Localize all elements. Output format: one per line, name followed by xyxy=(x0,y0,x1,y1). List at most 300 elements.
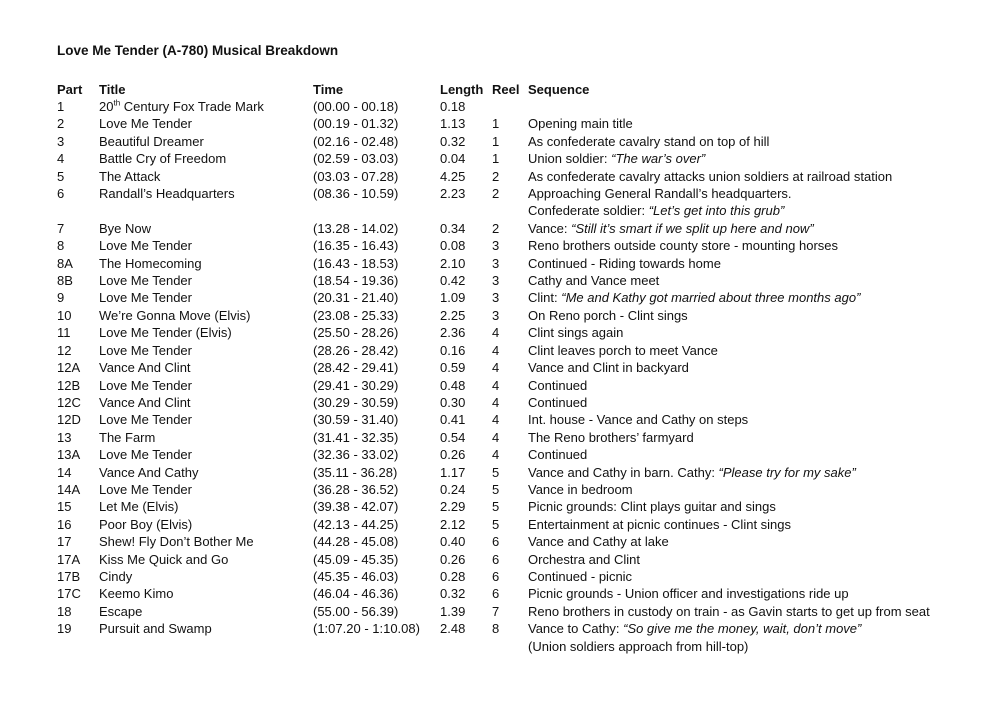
part-number: 17B xyxy=(57,568,81,584)
cell-reel xyxy=(492,115,528,132)
cue-reel: 4 xyxy=(492,447,500,463)
cell-part xyxy=(57,377,99,394)
cue-title: Love Me Tender xyxy=(99,290,192,306)
cell-sequence xyxy=(528,202,987,219)
cell-part xyxy=(57,342,99,359)
cell-sequence xyxy=(528,377,987,394)
cue-title: Battle Cry of Freedom xyxy=(99,151,227,167)
cue-time: (29.41 - 30.29) xyxy=(313,377,399,393)
table-row xyxy=(57,115,987,132)
cell-time xyxy=(313,98,440,115)
cue-reel: 4 xyxy=(492,394,500,410)
cell-time xyxy=(313,307,440,324)
cell-part xyxy=(57,185,99,202)
cell-time xyxy=(313,133,440,150)
cell-title xyxy=(99,394,313,411)
cell-sequence xyxy=(528,115,987,132)
cue-title: Love Me Tender (Elvis) xyxy=(99,325,232,341)
cell-part xyxy=(57,464,99,481)
sequence-text: Vance and Cathy at lake xyxy=(528,534,669,550)
cell-length xyxy=(440,533,492,550)
cell-part xyxy=(57,324,99,341)
cell-sequence xyxy=(528,446,987,463)
cue-title: Love Me Tender xyxy=(99,342,192,358)
cue-reel: 3 xyxy=(492,255,500,271)
part-number: 10 xyxy=(57,307,72,323)
header-reel: Reel xyxy=(492,82,520,97)
table-row xyxy=(57,150,987,167)
sequence-text: Continued xyxy=(528,447,588,463)
cell-sequence xyxy=(528,185,987,202)
sequence-text: Reno brothers outside county store - mounting horses xyxy=(528,238,839,254)
cell-length xyxy=(440,272,492,289)
cell-reel xyxy=(492,429,528,446)
cell-title xyxy=(99,516,313,533)
cell-title xyxy=(99,551,313,568)
part-number: 12 xyxy=(57,342,72,358)
cell-reel xyxy=(492,568,528,585)
cell-sequence xyxy=(528,638,987,655)
cell-reel xyxy=(492,307,528,324)
table-row xyxy=(57,498,987,515)
cell-sequence xyxy=(528,603,987,620)
cell-time xyxy=(313,551,440,568)
cell-reel xyxy=(492,324,528,341)
cue-length: 0.28 xyxy=(440,568,466,584)
part-number: 15 xyxy=(57,499,72,515)
cue-length: 1.09 xyxy=(440,290,466,306)
table-row xyxy=(57,168,987,185)
cell-length xyxy=(440,516,492,533)
cue-reel: 1 xyxy=(492,133,500,149)
cue-title: Keemo Kimo xyxy=(99,586,174,602)
sequence-text: Union soldier: xyxy=(528,151,612,167)
cell-title xyxy=(99,150,313,167)
cue-reel: 4 xyxy=(492,342,500,358)
cell-time xyxy=(313,603,440,620)
part-number: 19 xyxy=(57,621,72,637)
cell-sequence xyxy=(528,324,987,341)
cell-title xyxy=(99,533,313,550)
cue-length: 0.41 xyxy=(440,412,466,428)
part-number: 17 xyxy=(57,534,72,550)
table-body xyxy=(57,98,987,655)
cell-title xyxy=(99,603,313,620)
sequence-text: Orchestra and Clint xyxy=(528,551,640,567)
cue-length: 0.40 xyxy=(440,534,466,550)
cue-length: 0.26 xyxy=(440,447,466,463)
cell-time xyxy=(313,272,440,289)
cue-reel: 3 xyxy=(492,238,500,254)
cell-length xyxy=(440,411,492,428)
cell-length xyxy=(440,307,492,324)
cue-time: (08.36 - 10.59) xyxy=(313,186,399,202)
cue-time: (1:07.20 - 1:10.08) xyxy=(313,621,420,637)
cue-reel: 5 xyxy=(492,481,500,497)
table-row xyxy=(57,533,987,550)
cell-sequence xyxy=(528,220,987,237)
cue-time: (16.35 - 16.43) xyxy=(313,238,399,254)
cue-length: 0.32 xyxy=(440,133,466,149)
cell-reel xyxy=(492,98,528,115)
cell-sequence xyxy=(528,551,987,568)
cell-part xyxy=(57,429,99,446)
table-row xyxy=(57,324,987,341)
sequence-quote: “The war’s over” xyxy=(611,151,706,167)
cell-reel xyxy=(492,620,528,637)
cue-reel: 4 xyxy=(492,412,500,428)
cue-reel: 6 xyxy=(492,586,500,602)
cell-title xyxy=(99,620,313,637)
sequence-text: The Reno brothers’ farmyard xyxy=(528,429,694,445)
cell-sequence xyxy=(528,237,987,254)
sequence-text: Cathy and Vance meet xyxy=(528,273,660,289)
cell-part xyxy=(57,272,99,289)
cue-title: Vance And Clint xyxy=(99,360,191,376)
cell-sequence xyxy=(528,620,987,637)
table-row xyxy=(57,481,987,498)
cue-length: 2.36 xyxy=(440,325,466,341)
cue-time: (02.59 - 03.03) xyxy=(313,151,399,167)
cue-length: 0.04 xyxy=(440,151,466,167)
sequence-text: As confederate cavalry attacks union soldiers at railroad station xyxy=(528,168,893,184)
part-number: 17A xyxy=(57,551,81,567)
cell-title xyxy=(99,220,313,237)
cell-length xyxy=(440,342,492,359)
part-number: 5 xyxy=(57,168,65,184)
cell-length xyxy=(440,481,492,498)
cue-length: 0.59 xyxy=(440,360,466,376)
cell-time xyxy=(313,516,440,533)
part-number: 7 xyxy=(57,220,65,236)
cue-title: Pursuit and Swamp xyxy=(99,621,212,637)
cell-part xyxy=(57,498,99,515)
cell-time xyxy=(313,620,440,637)
part-number: 3 xyxy=(57,133,65,149)
cue-time: (13.28 - 14.02) xyxy=(313,220,399,236)
table-row xyxy=(57,342,987,359)
cell-reel xyxy=(492,272,528,289)
cell-sequence xyxy=(528,133,987,150)
part-number: 16 xyxy=(57,516,72,532)
cell-time xyxy=(313,481,440,498)
table-row xyxy=(57,620,987,637)
table-row xyxy=(57,202,987,219)
cell-length xyxy=(440,429,492,446)
cue-time: (46.04 - 46.36) xyxy=(313,586,399,602)
cell-title xyxy=(99,342,313,359)
cue-title: The Attack xyxy=(99,168,161,184)
cue-reel: 1 xyxy=(492,151,500,167)
table-row xyxy=(57,429,987,446)
cell-sequence xyxy=(528,498,987,515)
cell-length xyxy=(440,551,492,568)
cell-length xyxy=(440,185,492,202)
cue-time: (03.03 - 07.28) xyxy=(313,168,399,184)
cell-sequence xyxy=(528,307,987,324)
sequence-quote: “So give me the money, wait, don’t move” xyxy=(623,621,862,637)
cue-title: Shew! Fly Don’t Bother Me xyxy=(99,534,254,550)
cue-reel: 4 xyxy=(492,377,500,393)
sequence-quote: “Me and Kathy got married about three months ago” xyxy=(561,290,861,306)
cue-title: 20 xyxy=(99,99,114,114)
part-number: 1 xyxy=(57,99,65,114)
cell-reel xyxy=(492,289,528,306)
cue-length: 2.29 xyxy=(440,499,466,515)
cell-length xyxy=(440,150,492,167)
header-title: Title xyxy=(99,82,126,97)
cue-reel: 5 xyxy=(492,499,500,515)
part-number: 14A xyxy=(57,481,81,497)
cell-length xyxy=(440,498,492,515)
cue-length: 0.54 xyxy=(440,429,466,445)
cell-time xyxy=(313,359,440,376)
cell-reel xyxy=(492,585,528,602)
sequence-text: Continued - picnic xyxy=(528,568,633,584)
cue-title: Love Me Tender xyxy=(99,116,192,132)
part-number: 12B xyxy=(57,377,81,393)
cue-reel: 4 xyxy=(492,325,500,341)
cell-title xyxy=(99,237,313,254)
cell-sequence xyxy=(528,168,987,185)
cue-length: 4.25 xyxy=(440,168,466,184)
cell-title xyxy=(99,98,313,115)
cue-reel: 6 xyxy=(492,551,500,567)
cue-time: (36.28 - 36.52) xyxy=(313,481,399,497)
cue-time: (28.26 - 28.42) xyxy=(313,342,399,358)
cell-title xyxy=(99,585,313,602)
cue-time: (18.54 - 19.36) xyxy=(313,273,399,289)
cell-title xyxy=(99,377,313,394)
table-row xyxy=(57,464,987,481)
table-row xyxy=(57,516,987,533)
cell-reel xyxy=(492,150,528,167)
cue-time: (16.43 - 18.53) xyxy=(313,255,399,271)
cue-reel: 3 xyxy=(492,290,500,306)
header-length: Length xyxy=(440,82,484,97)
cue-time: (02.16 - 02.48) xyxy=(313,133,399,149)
cell-part xyxy=(57,289,99,306)
cue-title: Poor Boy (Elvis) xyxy=(99,516,193,532)
cell-sequence xyxy=(528,289,987,306)
cue-title-rest: Century Fox Trade Mark xyxy=(120,99,264,114)
cell-part xyxy=(57,202,99,219)
part-number: 13 xyxy=(57,429,72,445)
cell-reel xyxy=(492,220,528,237)
document-page xyxy=(57,42,987,655)
sequence-text: On Reno porch - Clint sings xyxy=(528,307,688,323)
sequence-text: Vance in bedroom xyxy=(528,481,633,497)
table-row xyxy=(57,568,987,585)
cue-title: Escape xyxy=(99,603,143,619)
cue-length: 2.23 xyxy=(440,186,466,202)
cell-length xyxy=(440,115,492,132)
cue-reel: 4 xyxy=(492,360,500,376)
cue-title: Love Me Tender xyxy=(99,412,192,428)
cell-title xyxy=(99,272,313,289)
cell-reel xyxy=(492,168,528,185)
header-part: Part xyxy=(57,82,83,97)
cue-length: 0.26 xyxy=(440,551,466,567)
table-row xyxy=(57,638,987,655)
cell-sequence xyxy=(528,394,987,411)
cell-length xyxy=(440,638,492,655)
sequence-text: Approaching General Randall’s headquarters. xyxy=(528,186,792,202)
sequence-text: Reno brothers in custody on train - as Gavin starts to get up from seat xyxy=(528,603,930,619)
cell-part xyxy=(57,516,99,533)
cell-title xyxy=(99,429,313,446)
cell-part xyxy=(57,98,99,115)
cell-sequence xyxy=(528,464,987,481)
cue-time: (35.11 - 36.28) xyxy=(313,464,398,480)
cell-time xyxy=(313,568,440,585)
cell-time xyxy=(313,185,440,202)
table-row xyxy=(57,307,987,324)
cue-title: Let Me (Elvis) xyxy=(99,499,179,515)
cue-reel: 6 xyxy=(492,534,500,550)
cue-time: (32.36 - 33.02) xyxy=(313,447,399,463)
part-number: 4 xyxy=(57,151,65,167)
part-number: 9 xyxy=(57,290,65,306)
cell-length xyxy=(440,237,492,254)
cell-reel xyxy=(492,498,528,515)
table-row xyxy=(57,255,987,272)
cell-time xyxy=(313,324,440,341)
cue-length: 0.18 xyxy=(440,99,466,114)
cell-reel xyxy=(492,603,528,620)
cell-length xyxy=(440,133,492,150)
sequence-quote: “Still it’s smart if we split up here and now” xyxy=(571,220,814,236)
cell-part xyxy=(57,359,99,376)
cell-part xyxy=(57,307,99,324)
cue-length: 2.25 xyxy=(440,307,466,323)
cue-reel: 1 xyxy=(492,116,500,132)
sequence-quote: “Let’s get into this grub” xyxy=(648,203,785,219)
cell-time xyxy=(313,115,440,132)
cell-part xyxy=(57,237,99,254)
cell-part xyxy=(57,446,99,463)
cell-length xyxy=(440,394,492,411)
cue-title: Love Me Tender xyxy=(99,238,192,254)
sequence-text: Clint: xyxy=(528,290,562,306)
cue-title-superscript: th xyxy=(113,98,121,108)
cell-part xyxy=(57,411,99,428)
cell-time xyxy=(313,533,440,550)
cell-reel xyxy=(492,394,528,411)
cell-time xyxy=(313,220,440,237)
cell-sequence xyxy=(528,568,987,585)
cue-time: (00.19 - 01.32) xyxy=(313,116,399,132)
cue-length: 2.48 xyxy=(440,621,466,637)
cell-part xyxy=(57,133,99,150)
cue-time: (00.00 - 00.18) xyxy=(313,99,399,114)
cue-length: 2.10 xyxy=(440,255,466,271)
cue-time: (39.38 - 42.07) xyxy=(313,499,399,515)
cell-title xyxy=(99,115,313,132)
table-row xyxy=(57,185,987,202)
table-row xyxy=(57,133,987,150)
cell-title xyxy=(99,481,313,498)
cell-reel xyxy=(492,255,528,272)
cell-length xyxy=(440,603,492,620)
cue-title: Love Me Tender xyxy=(99,377,192,393)
cue-length: 1.39 xyxy=(440,603,466,619)
cue-time: (25.50 - 28.26) xyxy=(313,325,399,341)
cell-sequence xyxy=(528,342,987,359)
cue-time: (28.42 - 29.41) xyxy=(313,360,399,376)
cue-time: (45.35 - 46.03) xyxy=(313,568,399,584)
cell-title xyxy=(99,411,313,428)
sequence-text: Opening main title xyxy=(528,116,633,132)
cell-length xyxy=(440,289,492,306)
table-row xyxy=(57,359,987,376)
cell-time xyxy=(313,150,440,167)
cell-length xyxy=(440,220,492,237)
table-row xyxy=(57,220,987,237)
cell-title xyxy=(99,638,313,655)
cell-length xyxy=(440,202,492,219)
header-time: Time xyxy=(313,82,344,97)
cue-length: 1.13 xyxy=(440,116,466,132)
part-number: 12D xyxy=(57,412,81,428)
cue-time: (55.00 - 56.39) xyxy=(313,603,399,619)
sequence-text: Entertainment at picnic continues - Clint sings xyxy=(528,516,792,532)
cue-reel: 2 xyxy=(492,220,500,236)
cue-time: (30.59 - 31.40) xyxy=(313,412,399,428)
cell-time xyxy=(313,289,440,306)
cue-title: Vance And Clint xyxy=(99,394,191,410)
cell-reel xyxy=(492,481,528,498)
cell-part xyxy=(57,255,99,272)
cell-length xyxy=(440,446,492,463)
cell-part xyxy=(57,603,99,620)
cue-length: 0.42 xyxy=(440,273,466,289)
cue-title: We’re Gonna Move (Elvis) xyxy=(99,307,251,323)
cell-title xyxy=(99,307,313,324)
cell-title xyxy=(99,498,313,515)
cell-time xyxy=(313,411,440,428)
cell-sequence xyxy=(528,272,987,289)
cell-reel xyxy=(492,133,528,150)
cue-time: (23.08 - 25.33) xyxy=(313,307,399,323)
cue-title: Bye Now xyxy=(99,220,152,236)
cell-part xyxy=(57,115,99,132)
cue-time: (30.29 - 30.59) xyxy=(313,394,399,410)
cue-length: 0.16 xyxy=(440,342,466,358)
cue-reel: 2 xyxy=(492,186,500,202)
cell-reel xyxy=(492,638,528,655)
cue-title: Cindy xyxy=(99,568,133,584)
cell-reel xyxy=(492,516,528,533)
cue-time: (31.41 - 32.35) xyxy=(313,429,399,445)
cue-title: Kiss Me Quick and Go xyxy=(99,551,229,567)
cue-length: 0.24 xyxy=(440,481,466,497)
cell-length xyxy=(440,377,492,394)
cell-title xyxy=(99,255,313,272)
cell-time xyxy=(313,168,440,185)
cue-reel: 5 xyxy=(492,516,500,532)
cell-length xyxy=(440,585,492,602)
part-number: 8 xyxy=(57,238,65,254)
cell-length xyxy=(440,255,492,272)
cell-title xyxy=(99,168,313,185)
cell-title xyxy=(99,289,313,306)
cell-sequence xyxy=(528,516,987,533)
cell-title xyxy=(99,359,313,376)
sequence-text: Continued xyxy=(528,394,588,410)
cell-time xyxy=(313,446,440,463)
cell-title xyxy=(99,568,313,585)
